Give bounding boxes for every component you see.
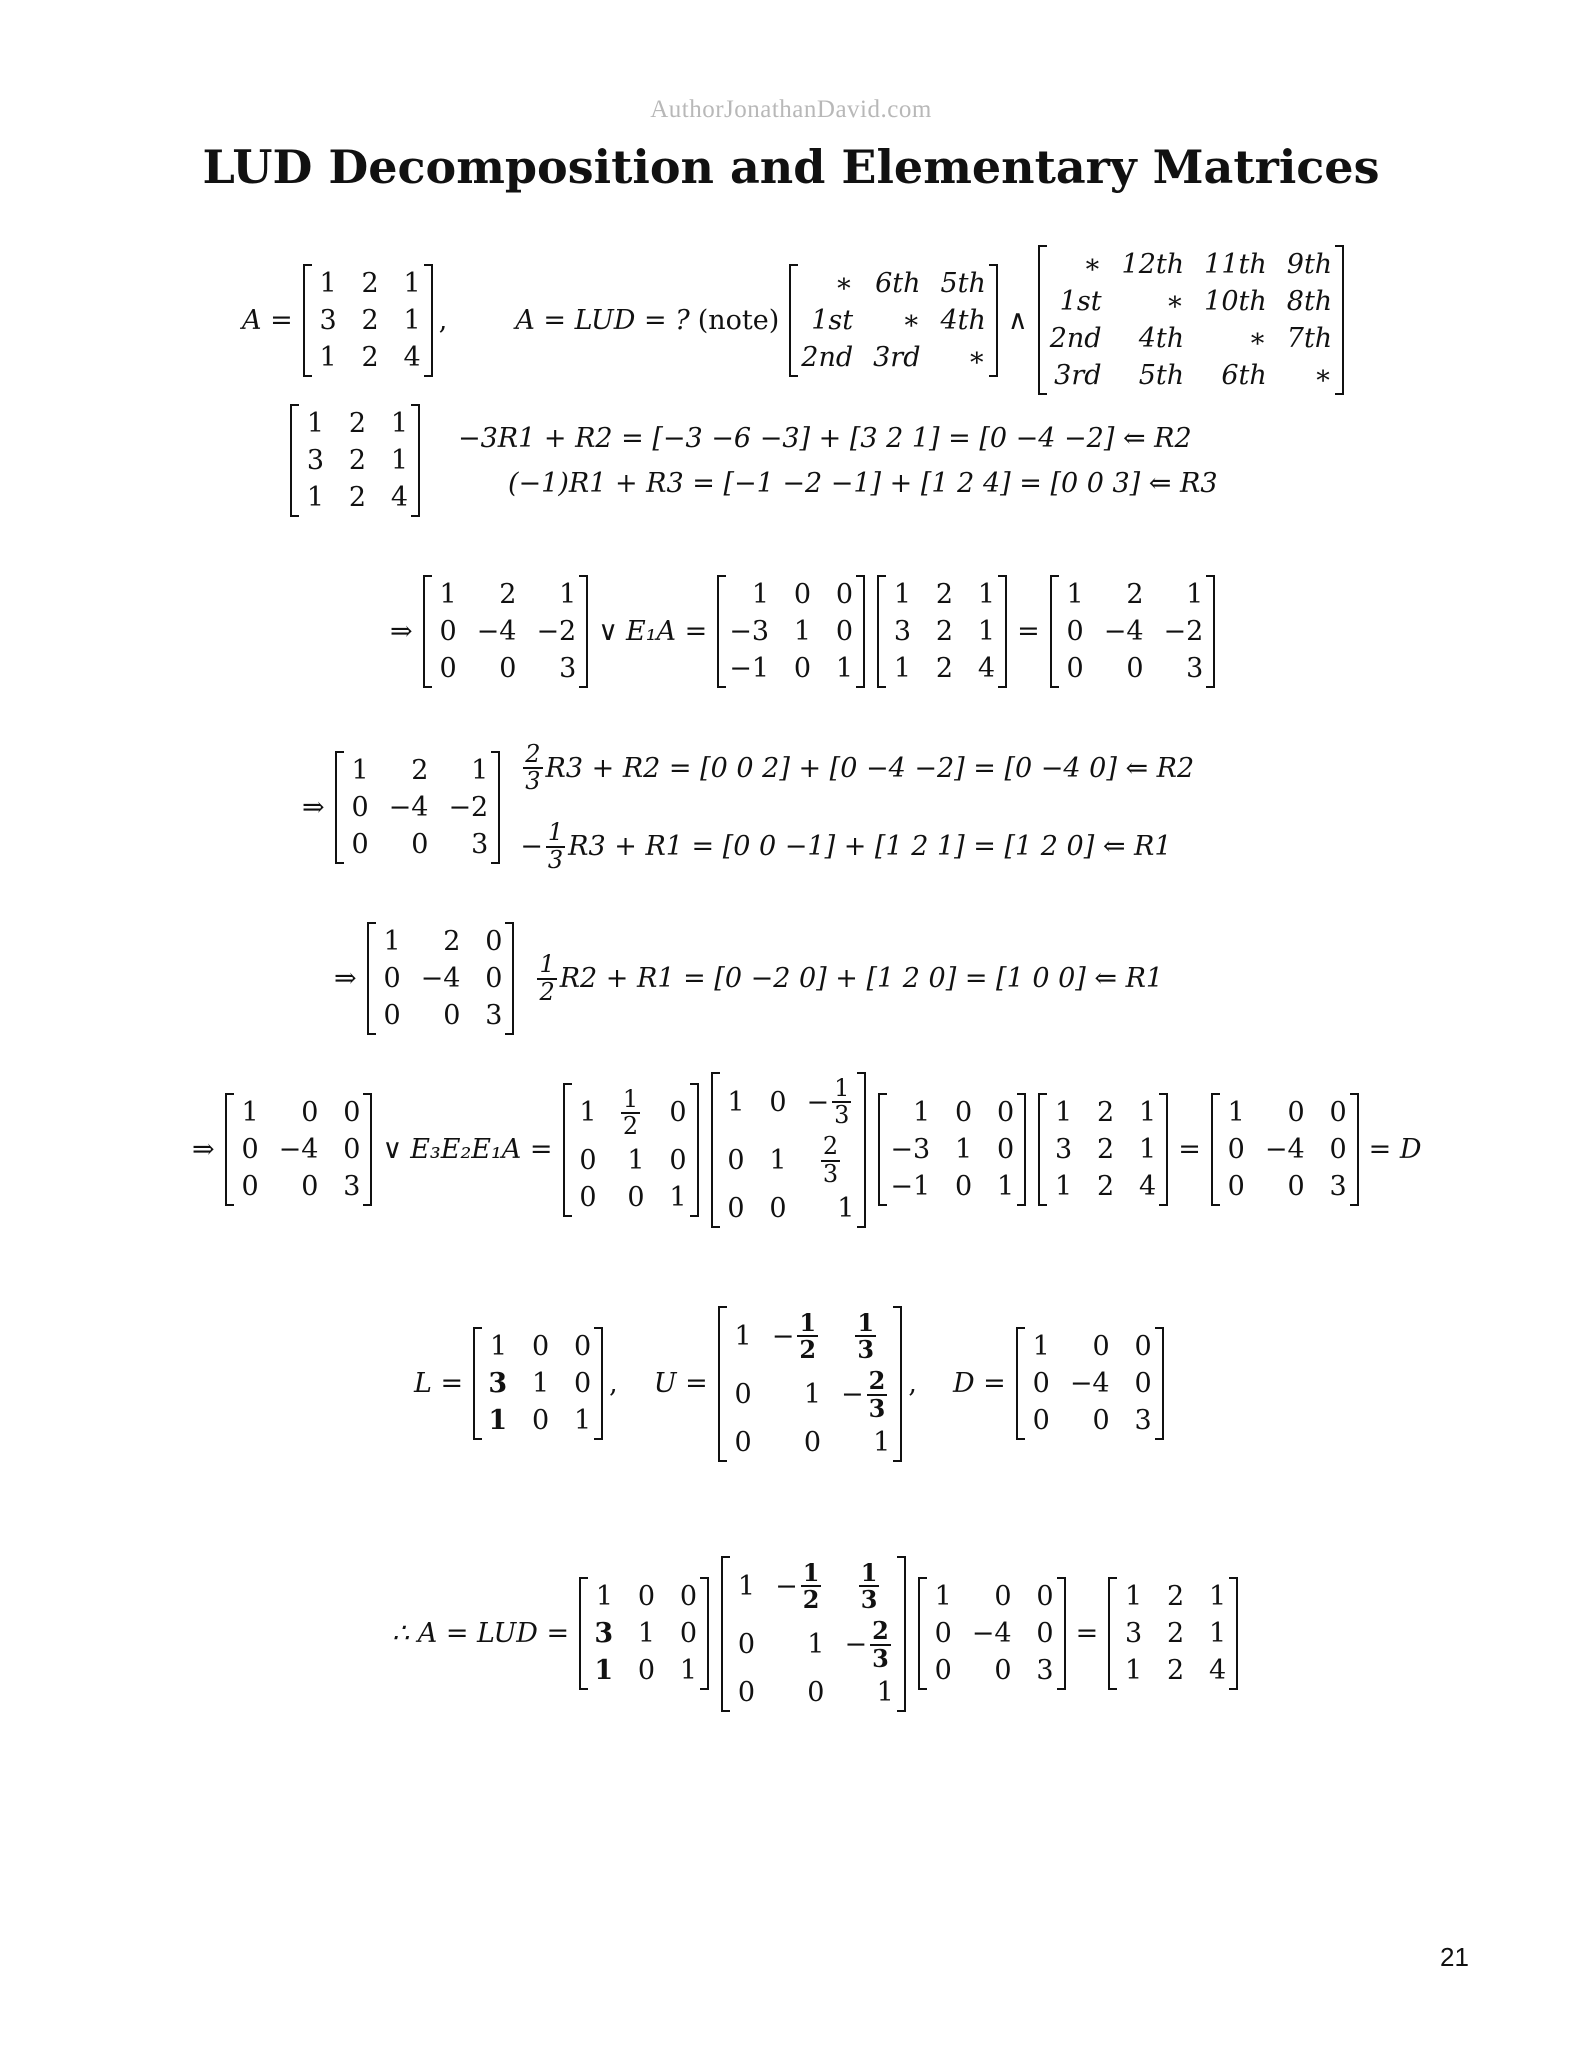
page-title: LUD Decomposition and Elementary Matrices bbox=[202, 140, 1380, 194]
order-matrix-3x3 bbox=[789, 264, 998, 377]
row-op-r2: $\frac{2}{3}$ R3 + R2 = [0 0 2] + [0 −4 −2] = [0 −4 0] ⇐ R2 bbox=[525, 740, 1195, 796]
matrix-entry: 0 bbox=[241, 1134, 259, 1166]
matrix-entry: 3 bbox=[1055, 1134, 1073, 1166]
matrix-entry: 1 bbox=[793, 616, 812, 647]
matrix-entry: 0 bbox=[301, 1171, 319, 1203]
matrix-entry: 0 bbox=[411, 828, 429, 860]
comma: , bbox=[438, 304, 448, 336]
matrix-entry: 1 bbox=[1186, 579, 1204, 610]
matrix-entry: 10th bbox=[1204, 286, 1267, 317]
matrix-step1 bbox=[423, 575, 589, 688]
note-label: (note) bbox=[697, 304, 780, 336]
matrix-entry: 2 bbox=[348, 445, 366, 476]
matrix-entry: 0 bbox=[994, 1655, 1012, 1687]
matrix-u: 1 − $\frac{1}{2}$ $\frac{1}{3}$ 0 1 − $\frac{2}{3}$ 0 0 1 bbox=[721, 1556, 906, 1712]
matrix-entry: 0 bbox=[1032, 1368, 1050, 1400]
matrix-entry: 0 bbox=[1329, 1097, 1347, 1129]
comma: , bbox=[609, 1368, 618, 1400]
matrix-entry: 3 bbox=[1125, 1618, 1143, 1650]
matrix-entry: 2 bbox=[1167, 1655, 1185, 1687]
matrix-entry: 1 bbox=[1227, 1097, 1245, 1129]
matrix-entry: 2 bbox=[411, 754, 429, 786]
matrix-entry: 0 bbox=[637, 1581, 656, 1613]
matrix-entry: 1 bbox=[306, 482, 324, 513]
matrix-entry: 0 bbox=[351, 791, 369, 823]
row-step2 bbox=[298, 742, 1194, 873]
matrix-entry: 0 bbox=[1032, 1405, 1050, 1437]
row-e1a bbox=[386, 575, 1221, 688]
conclusion-label: ∴ A = LUD = bbox=[392, 1618, 570, 1650]
matrix-entry: 2nd bbox=[801, 341, 854, 373]
matrix-entry: 1 bbox=[488, 1405, 508, 1437]
matrix-entry: 1 bbox=[893, 579, 912, 610]
implies-symbol: ⇒ bbox=[302, 791, 325, 823]
matrix-entry: 0 bbox=[793, 579, 812, 610]
matrix-l bbox=[473, 1327, 603, 1440]
matrix-entry: −2 bbox=[448, 791, 489, 823]
matrix-entry: 3rd bbox=[873, 341, 921, 373]
matrix-entry: 0 bbox=[439, 616, 457, 647]
matrix-entry: 1 bbox=[471, 754, 489, 786]
matrix-a bbox=[877, 575, 1007, 688]
matrix-entry: 0 bbox=[1287, 1097, 1305, 1129]
matrix-entry: 1 bbox=[955, 1134, 973, 1166]
matrix-e1 bbox=[717, 575, 865, 688]
matrix-entry: 1 bbox=[1066, 579, 1084, 610]
matrix-entry: 2 bbox=[1126, 579, 1144, 610]
matrix-entry: −4 bbox=[476, 616, 517, 647]
matrix-entry: 1 bbox=[1139, 1134, 1157, 1166]
matrix-entry: 3 bbox=[893, 616, 912, 647]
matrix-entry: 3 bbox=[471, 828, 489, 860]
matrix-entry: 0 bbox=[1287, 1171, 1305, 1203]
matrix-entry: 1 bbox=[1209, 1618, 1227, 1650]
matrix-result bbox=[1050, 575, 1216, 688]
matrix-entry: 1st bbox=[811, 304, 854, 336]
matrix-entry: 4th bbox=[1138, 323, 1185, 354]
matrix-a bbox=[303, 264, 433, 377]
matrix-entry: 0 bbox=[351, 828, 369, 860]
matrix-entry: −3 bbox=[729, 616, 770, 647]
row-step3 bbox=[330, 922, 1163, 1035]
matrix-entry: 0 bbox=[997, 1097, 1015, 1129]
matrix-entry: 8th bbox=[1286, 286, 1333, 317]
matrix-entry: 1 bbox=[319, 341, 337, 373]
matrix-entry: 0 bbox=[499, 653, 517, 684]
matrix-entry: 0 bbox=[531, 1405, 550, 1437]
matrix-entry: 4 bbox=[1139, 1171, 1157, 1203]
matrix-entry: 1 bbox=[306, 408, 324, 439]
matrix-entry: 12th bbox=[1121, 249, 1185, 280]
matrix-entry: 1 bbox=[390, 408, 408, 439]
matrix-entry: 2 bbox=[361, 267, 379, 299]
matrix-entry: 1 bbox=[390, 445, 408, 476]
matrix-entry: 6th bbox=[1221, 360, 1267, 391]
row-l-u-d bbox=[410, 1306, 1170, 1462]
l-label: L = bbox=[414, 1368, 464, 1400]
matrix-entry: −4 bbox=[1264, 1134, 1305, 1166]
matrix-entry: 2 bbox=[1097, 1134, 1115, 1166]
matrix-d-form bbox=[225, 1093, 373, 1206]
a-label: A = bbox=[242, 304, 293, 336]
matrix-entry: 0 bbox=[997, 1134, 1015, 1166]
matrix-entry: 2 bbox=[499, 579, 517, 610]
matrix-d bbox=[1016, 1327, 1164, 1440]
implies-symbol: ⇒ bbox=[192, 1134, 215, 1166]
matrix-entry: 0 bbox=[637, 1655, 656, 1687]
matrix-entry: 0 bbox=[485, 926, 503, 957]
matrix-entry: 1 bbox=[1055, 1097, 1073, 1129]
matrix-entry: 0 bbox=[1092, 1405, 1110, 1437]
matrix-entry: 1 bbox=[679, 1655, 698, 1687]
matrix-entry: ∗ bbox=[834, 267, 854, 299]
matrix-entry: 1 bbox=[1032, 1331, 1050, 1363]
implies-symbol: ⇒ bbox=[334, 963, 357, 994]
matrix-u: 1 − $\frac{1}{2}$ $\frac{1}{3}$ 0 1 − $\frac{2}{3}$ 0 0 1 bbox=[718, 1306, 903, 1462]
comma: , bbox=[908, 1368, 917, 1400]
matrix-entry: 0 bbox=[1134, 1331, 1152, 1363]
matrix-entry: 2 bbox=[1097, 1097, 1115, 1129]
matrix-entry: 1 bbox=[835, 653, 854, 684]
row-step1 bbox=[284, 404, 1218, 517]
matrix-entry: 1 bbox=[893, 653, 912, 684]
matrix-entry: −4 bbox=[1069, 1368, 1110, 1400]
matrix-entry: 1 bbox=[1125, 1655, 1143, 1687]
matrix-entry: 0 bbox=[934, 1655, 952, 1687]
row-op-r2: −3R1 + R2 = [−3 −6 −3] + [3 2 1] = [0 −4 −2] ⇐ R2 bbox=[458, 422, 1192, 454]
matrix-entry: 6th bbox=[875, 267, 921, 299]
matrix-entry: 1 bbox=[594, 1655, 614, 1687]
matrix-entry: 0 bbox=[383, 963, 401, 994]
matrix-entry: −4 bbox=[971, 1618, 1012, 1650]
matrix-e2: 1 0 − $\frac{1}{3}$ 0 1 $\frac{2}{3}$ 0 0 1 bbox=[711, 1072, 867, 1228]
matrix-a bbox=[1108, 1577, 1238, 1690]
matrix-entry: 0 bbox=[934, 1618, 952, 1650]
matrix-entry: 2 bbox=[935, 616, 954, 647]
matrix-entry: ∗ bbox=[902, 304, 921, 336]
matrix-entry: 0 bbox=[679, 1618, 698, 1650]
row-op-r1: $\frac{1}{2}$ R2 + R1 = [0 −2 0] + [1 2 0] = [1 0 0] ⇐ R1 bbox=[539, 950, 1164, 1006]
wedge-symbol: ∧ bbox=[1007, 304, 1028, 336]
matrix-entry: −4 bbox=[420, 963, 461, 994]
matrix-entry: 0 bbox=[443, 1000, 461, 1031]
matrix-entry: ∗ bbox=[1165, 286, 1185, 317]
row-e3e2e1a bbox=[188, 1072, 1426, 1228]
matrix-entry: 0 bbox=[835, 579, 854, 610]
matrix-entry: 0 bbox=[1066, 653, 1084, 684]
matrix-entry: 5th bbox=[940, 267, 986, 299]
matrix-entry: 5th bbox=[1138, 360, 1185, 391]
matrix-entry: 7th bbox=[1286, 323, 1333, 354]
matrix-entry: −1 bbox=[729, 653, 770, 684]
matrix-entry: 1 bbox=[595, 1581, 614, 1613]
matrix-entry: 0 bbox=[1227, 1134, 1245, 1166]
matrix-entry: 0 bbox=[679, 1581, 698, 1613]
matrix-entry: 2 bbox=[361, 341, 379, 373]
matrix-entry: 1 bbox=[319, 267, 337, 299]
matrix-entry: −1 bbox=[890, 1171, 931, 1203]
matrix-entry: 1 bbox=[934, 1581, 952, 1613]
matrix-entry: 1 bbox=[241, 1097, 259, 1129]
lud-question: A = LUD = ? bbox=[515, 304, 690, 336]
matrix-entry: 2 bbox=[1167, 1581, 1185, 1613]
matrix-entry: 0 bbox=[439, 653, 457, 684]
matrix-entry: 3 bbox=[559, 653, 577, 684]
matrix-entry: 2 bbox=[348, 408, 366, 439]
matrix-entry: 4th bbox=[940, 304, 986, 336]
matrix-entry: 0 bbox=[955, 1097, 973, 1129]
matrix-step1 bbox=[335, 751, 501, 864]
matrix-entry: 1 bbox=[977, 579, 996, 610]
d-label: D = bbox=[952, 1368, 1006, 1400]
matrix-entry: 0 bbox=[1329, 1134, 1347, 1166]
vee-symbol: ∨ bbox=[382, 1134, 403, 1166]
matrix-entry: 1 bbox=[403, 304, 421, 336]
matrix-entry: 1 bbox=[1125, 1581, 1143, 1613]
matrix-entry: 4 bbox=[390, 482, 408, 513]
matrix-entry: −3 bbox=[890, 1134, 931, 1166]
matrix-result bbox=[1211, 1093, 1359, 1206]
matrix-entry: 1 bbox=[489, 1331, 508, 1363]
implies-symbol: ⇒ bbox=[390, 616, 413, 647]
matrix-entry: 3 bbox=[319, 304, 337, 336]
row-definition bbox=[238, 245, 1350, 395]
matrix-entry: 0 bbox=[1126, 653, 1144, 684]
matrix-entry: 3 bbox=[1329, 1171, 1347, 1203]
matrix-entry: 0 bbox=[1227, 1171, 1245, 1203]
matrix-entry: 1 bbox=[403, 267, 421, 299]
matrix-entry: 4 bbox=[1209, 1655, 1227, 1687]
matrix-entry: 0 bbox=[573, 1331, 592, 1363]
matrix-step2 bbox=[367, 922, 515, 1035]
matrix-entry: 2 bbox=[935, 653, 954, 684]
matrix-entry: 0 bbox=[343, 1097, 361, 1129]
matrix-entry: 0 bbox=[955, 1171, 973, 1203]
matrix-entry: 1st bbox=[1059, 286, 1102, 317]
matrix-entry: 0 bbox=[1066, 616, 1084, 647]
matrix-d bbox=[918, 1577, 1066, 1690]
matrix-entry: 3 bbox=[594, 1618, 614, 1650]
row-conclusion bbox=[388, 1556, 1244, 1712]
matrix-entry: 1 bbox=[1209, 1581, 1227, 1613]
matrix-entry: 0 bbox=[994, 1581, 1012, 1613]
matrix-entry: 2 bbox=[348, 482, 366, 513]
equals-d: = D bbox=[1368, 1134, 1422, 1166]
matrix-entry: 0 bbox=[485, 963, 503, 994]
matrix-entry: ∗ bbox=[1083, 249, 1102, 280]
matrix-entry: 3 bbox=[488, 1368, 508, 1400]
matrix-entry: 3 bbox=[343, 1171, 361, 1203]
row-op-r3: (−1)R1 + R3 = [−1 −2 −1] + [1 2 4] = [0 0 3] ⇐ R3 bbox=[508, 467, 1218, 499]
matrix-a bbox=[290, 404, 420, 517]
matrix-entry: −4 bbox=[388, 791, 429, 823]
matrix-entry: 2 bbox=[1167, 1618, 1185, 1650]
matrix-entry: 1 bbox=[637, 1618, 656, 1650]
matrix-entry: 1 bbox=[751, 579, 770, 610]
matrix-entry: 3 bbox=[485, 1000, 503, 1031]
matrix-entry: 0 bbox=[1092, 1331, 1110, 1363]
e1a-label: E₁A = bbox=[626, 616, 708, 647]
matrix-entry: 3 bbox=[1186, 653, 1204, 684]
matrix-e3: 1 $\frac{1}{2}$ 0 0 1 0 0 0 1 bbox=[563, 1083, 699, 1217]
matrix-a bbox=[1038, 1093, 1168, 1206]
matrix-entry: 3 bbox=[1036, 1655, 1054, 1687]
matrix-entry: 0 bbox=[793, 653, 812, 684]
matrix-entry: 1 bbox=[977, 616, 996, 647]
matrix-entry: 2nd bbox=[1049, 323, 1102, 354]
matrix-entry: 0 bbox=[343, 1134, 361, 1166]
matrix-entry: 4 bbox=[977, 653, 996, 684]
matrix-entry: 0 bbox=[241, 1171, 259, 1203]
e3e2e1a-label: E₃E₂E₁A = bbox=[410, 1134, 553, 1166]
page-number: 21 bbox=[1440, 1942, 1469, 1972]
matrix-entry: 3rd bbox=[1054, 360, 1102, 391]
matrix-entry: 4 bbox=[403, 341, 421, 373]
matrix-entry: 2 bbox=[935, 579, 954, 610]
matrix-entry: 0 bbox=[1036, 1581, 1054, 1613]
matrix-entry: 1 bbox=[531, 1368, 550, 1400]
matrix-entry: 0 bbox=[1036, 1618, 1054, 1650]
matrix-entry: 1 bbox=[439, 579, 457, 610]
matrix-entry: 2 bbox=[443, 926, 461, 957]
equals: = bbox=[1017, 616, 1040, 647]
matrix-entry: 1 bbox=[997, 1171, 1015, 1203]
matrix-entry: ∗ bbox=[967, 341, 986, 373]
matrix-entry: 1 bbox=[573, 1405, 592, 1437]
matrix-entry: 0 bbox=[301, 1097, 319, 1129]
matrix-entry: 0 bbox=[835, 616, 854, 647]
matrix-entry: 9th bbox=[1286, 249, 1333, 280]
site-header: AuthorJonathanDavid.com bbox=[650, 96, 932, 123]
vee-symbol: ∨ bbox=[598, 616, 619, 647]
order-matrix-4x4 bbox=[1038, 245, 1345, 395]
matrix-entry: 1 bbox=[1055, 1171, 1073, 1203]
matrix-entry: ∗ bbox=[1313, 360, 1333, 391]
matrix-entry: −2 bbox=[1163, 616, 1204, 647]
matrix-entry: 3 bbox=[1134, 1405, 1152, 1437]
matrix-entry: 0 bbox=[383, 1000, 401, 1031]
matrix-entry: 2 bbox=[361, 304, 379, 336]
matrix-entry: 0 bbox=[1134, 1368, 1152, 1400]
matrix-entry: 1 bbox=[383, 926, 401, 957]
matrix-entry: ∗ bbox=[1248, 323, 1267, 354]
matrix-entry: 0 bbox=[573, 1368, 592, 1400]
matrix-entry: 1 bbox=[351, 754, 369, 786]
matrix-l bbox=[579, 1577, 709, 1690]
matrix-entry: 1 bbox=[913, 1097, 931, 1129]
matrix-entry: −4 bbox=[278, 1134, 319, 1166]
matrix-entry: 1 bbox=[559, 579, 577, 610]
matrix-entry: 11th bbox=[1204, 249, 1267, 280]
equals: = bbox=[1075, 1618, 1099, 1650]
matrix-entry: 1 bbox=[1139, 1097, 1157, 1129]
matrix-e1 bbox=[878, 1093, 1026, 1206]
equals: = bbox=[1178, 1134, 1201, 1166]
matrix-entry: 2 bbox=[1097, 1171, 1115, 1203]
row-op-r1: − $\frac{1}{3}$ R3 + R1 = [0 0 −1] + [1 2 1] = [1 2 0] ⇐ R1 bbox=[520, 818, 1172, 874]
matrix-entry: 0 bbox=[531, 1331, 550, 1363]
matrix-entry: −2 bbox=[536, 616, 577, 647]
matrix-entry: −4 bbox=[1103, 616, 1144, 647]
matrix-entry: 3 bbox=[306, 445, 324, 476]
u-label: U = bbox=[653, 1368, 708, 1400]
